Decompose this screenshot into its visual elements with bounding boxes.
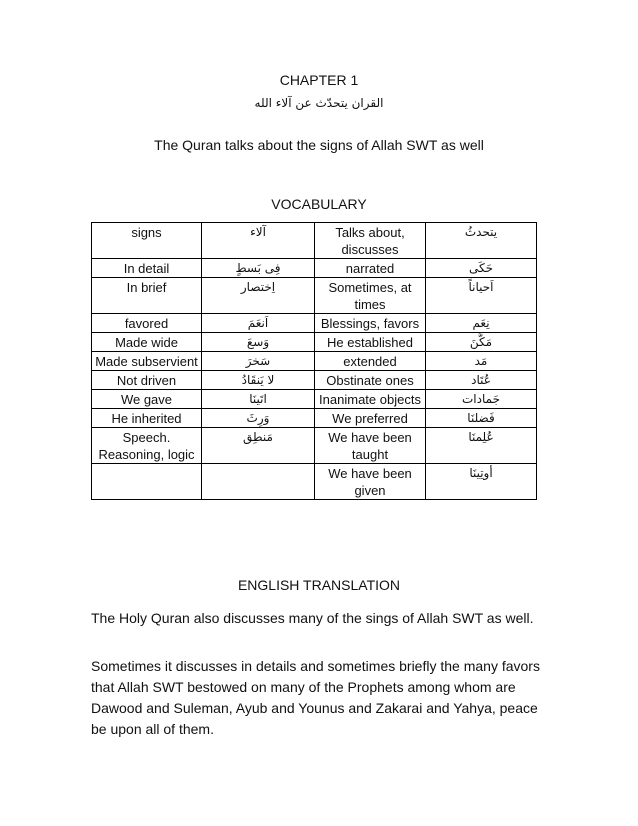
vocab-cell-english-word: We have been taught [315,428,426,464]
vocab-cell-arabic-word: وَرِثَ [202,409,315,428]
arabic-title: القران يتحدّث عن آلاء الله [254,96,384,110]
vocab-cell-english-word: Blessings, favors [315,314,426,333]
translation-paragraph-1: The Holy Quran also discusses many of the sings of Allah SWT as well. [91,610,534,626]
vocab-cell-arabic-word: يتحدثُ [426,223,537,259]
vocab-cell-english-word: signs [92,223,202,259]
vocab-cell-arabic-word [202,464,315,500]
chapter-title: CHAPTER 1 [279,72,359,88]
vocab-cell-english-word: We have been given [315,464,426,500]
table-row [92,333,537,352]
vocab-cell-english-word: In detail [92,259,202,278]
table-row [92,371,537,390]
table-row [92,464,537,500]
vocab-cell-arabic-word: آلاء [202,223,315,259]
vocab-cell-english-word: He established [315,333,426,352]
vocab-cell-english-word: Made wide [92,333,202,352]
vocab-cell-arabic-word: اَنعَمَ [202,314,315,333]
vocab-cell-english-word: We gave [92,390,202,409]
vocab-cell-english-word: Sometimes, at times [315,278,426,314]
vocab-cell-english-word: He inherited [92,409,202,428]
table-row [92,428,537,464]
vocab-cell-arabic-word: لا يَنقَادُ [202,371,315,390]
vocab-cell-arabic-word: مَد [426,352,537,371]
vocabulary-table [91,222,537,500]
vocab-cell-arabic-word: نِعَم [426,314,537,333]
table-row [92,278,537,314]
table-row [92,259,537,278]
table-row [92,223,537,259]
vocab-cell-arabic-word: عُتَاد [426,371,537,390]
vocabulary-table-body [92,223,537,500]
vocab-cell-arabic-word: اَحياناً [426,278,537,314]
table-row [92,390,537,409]
vocab-cell-arabic-word: اِختصار [202,278,315,314]
vocab-cell-arabic-word: فِی بَسطٍ [202,259,315,278]
table-row [92,352,537,371]
vocab-cell-english-word: Made subservient [92,352,202,371]
vocab-cell-english-word: favored [92,314,202,333]
vocab-cell-english-word: narrated [315,259,426,278]
vocab-cell-arabic-word: سَخرَ [202,352,315,371]
table-row [92,314,537,333]
vocab-cell-english-word: Not driven [92,371,202,390]
vocab-cell-arabic-word: حَکَی [426,259,537,278]
vocab-cell-english-word: Talks about, discusses [315,223,426,259]
vocab-cell-english-word: Inanimate objects [315,390,426,409]
vocab-cell-arabic-word: عُلِمنَا [426,428,537,464]
vocab-cell-arabic-word: جَمادات [426,390,537,409]
vocab-cell-english-word: Obstinate ones [315,371,426,390]
vocab-cell-english-word: We preferred [315,409,426,428]
vocab-cell-arabic-word: فَضلنَا [426,409,537,428]
vocab-cell-english-word: Speech. Reasoning, logic [92,428,202,464]
vocab-cell-arabic-word: مَنطِق [202,428,315,464]
vocab-cell-english-word: In brief [92,278,202,314]
vocab-cell-arabic-word: مَکَّنَ [426,333,537,352]
vocab-cell-arabic-word: اتَينَا [202,390,315,409]
translation-heading: ENGLISH TRANSLATION [237,577,401,593]
vocab-cell-english-word [92,464,202,500]
vocabulary-heading: VOCABULARY [271,196,367,212]
vocab-cell-arabic-word: وَسعَ [202,333,315,352]
table-row [92,409,537,428]
english-subtitle: The Quran talks about the signs of Allah SWT as well [154,137,484,153]
translation-paragraph-2: Sometimes it discusses in details and sometimes briefly the many favors that Allah SWT bestowed on many of the Prophets among whom are Dawood and Suleman, Ayub and Younus and Zakarai and Yahya, peace be upon all of them. [91,658,540,737]
vocab-cell-arabic-word: أوتِينَا [426,464,537,500]
vocab-cell-english-word: extended [315,352,426,371]
